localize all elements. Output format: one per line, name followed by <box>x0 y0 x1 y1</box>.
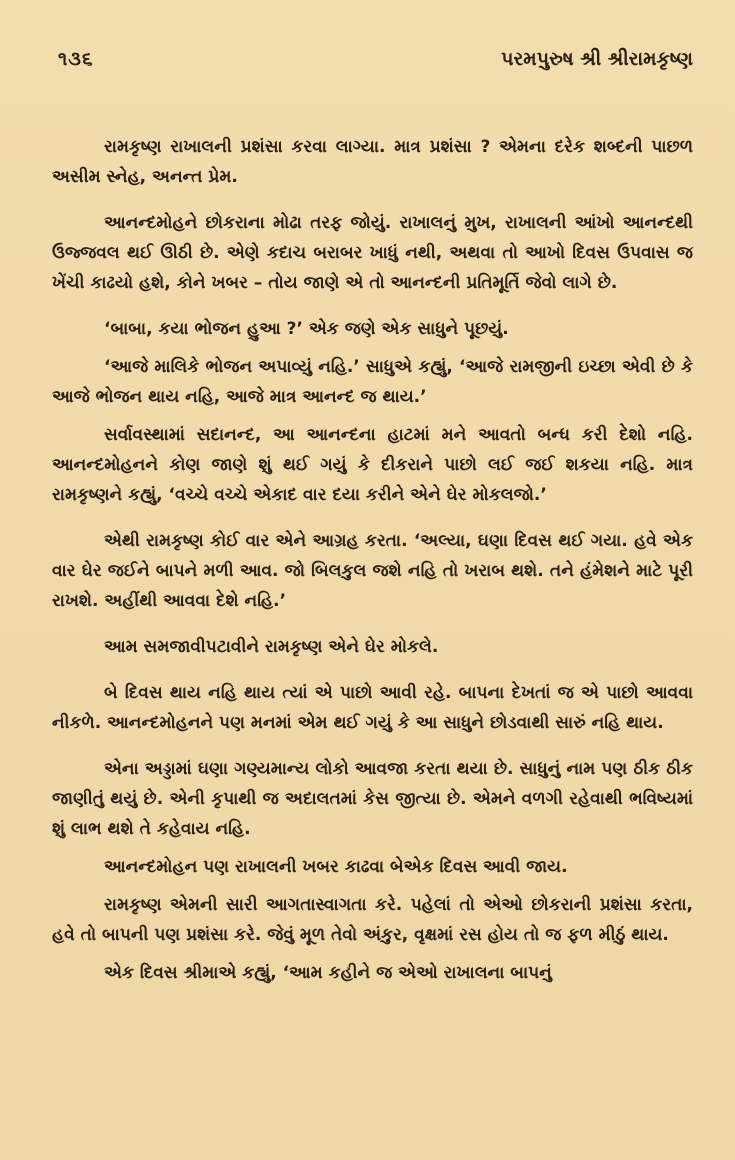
paragraph: ‘આજે માલિકે ભોજન અપાવ્યું નહિ.’ સાધુએ કહ્યું, ‘આજે રામજીની ઇચ્છા એવી છે કે આજે ભોજન થાય નહિ, આજે માત્ર આનન્દ જ થાય.’ <box>52 357 693 407</box>
paragraph: આમ સમજાવીપટાવીને રામકૃષ્ણ એને ઘેર મોકલે. <box>104 637 439 657</box>
paragraph: આનન્દમોહને છોકરાના મોઢા તરફ જોયું. રાખાલનું મુખ, રાખાલની આંખો આનન્દથી ઉજ્જવલ થઈ ઊઠી છે. એણે કદાચ બરાબર ખાધું નથી, અથવા તો આખો દિવસ ઉપવાસ જ ખેંચી કાઢયો હશે, કોને ખબર – તોય જાણે એ તો આનન્દની પ્રતિમૂર્તિ જેવો લાગે છે. <box>52 213 693 293</box>
page-content <box>52 132 693 988</box>
page-number: ૧૩૬ <box>58 48 94 70</box>
paragraph: બે દિવસ થાય નહિ થાય ત્યાં એ પાછો આવી રહે. બાપના દેખતાં જ એ પાછો આવવા નીકળે. આનન્દમોહનને પણ મનમાં એમ થઈ ગયું કે આ સાધુને છોડવાથી સારું નહિ થાય. <box>52 683 693 733</box>
paragraph: સર્વાવસ્થામાં સદાનન્દ, આ આનન્દના હાટમાં મને આવતો બન્ધ કરી દેશો નહિ. આનન્દમોહનને કોણ જાણે શું થઈ ગયું કે દીકરાને પાછો લઈ જઈ શકયા નહિ. માત્ર રામકૃષ્ણને કહ્યું, ‘વચ્ચે વચ્ચે એકાદ વાર દયા કરીને એને ઘેર મોકલજો.’ <box>52 425 693 505</box>
paragraph: એક દિવસ શ્રીમાએ કહ્યું, ‘આમ કહીને જ એઓ રાખાલના બાપનું <box>104 963 552 983</box>
running-title: પરમપુરુષ શ્રી શ્રીરામકૃષ્ણ <box>501 48 693 70</box>
paragraph: ‘બાબા, કયા ભોજન હુઆ ?’ એક જણે એક સાધુને પૂછયું. <box>104 319 509 339</box>
paragraph: રામકૃષ્ણ રાખાલની પ્રશંસા કરવા લાગ્યા. માત્ર પ્રશંસા ? એમના દરેક શબ્દની પાછળ અસીમ સ્નેહ, અનન્ત પ્રેમ. <box>52 137 693 187</box>
page-header <box>52 48 693 92</box>
paragraph: રામકૃષ્ણ એમની સારી આગતાસ્વાગતા કરે. પહેલાં તો એઓ છોકરાની પ્રશંસા કરતા, હવે તો બાપની પણ પ્રશંસા કરે. જેવું મૂળ તેવો અંકુર, વૃક્ષમાં રસ હોય તો જ ફળ મીઠું થાય. <box>52 895 693 945</box>
paragraph: એથી રામકૃષ્ણ કોઈ વાર એને આગ્રહ કરતા. ‘અલ્યા, ઘણા દિવસ થઈ ગયા. હવે એક વાર ઘેર જઈને બાપને મળી આવ. જો બિલકુલ જશે નહિ તો ખરાબ થશે. તને હંમેશને માટે પૂરી રાખશે. અહીંથી આવવા દેશે નહિ.’ <box>52 531 693 611</box>
paragraph: એના અડ્ડામાં ઘણા ગણ્યમાન્ય લોકો આવજા કરતા થયા છે. સાધુનું નામ પણ ઠીક ઠીક જાણીતું થયું છે. એની કૃપાથી જ અદાલતમાં કેસ જીત્યા છે. એમને વળગી રહેવાથી ભવિષ્યમાં શું લાભ થશે તે કહેવાય નહિ. <box>52 759 693 839</box>
paragraph: આનન્દમોહન પણ રાખાલની ખબર કાઢવા બેએક દિવસ આવી જાય. <box>104 857 568 877</box>
